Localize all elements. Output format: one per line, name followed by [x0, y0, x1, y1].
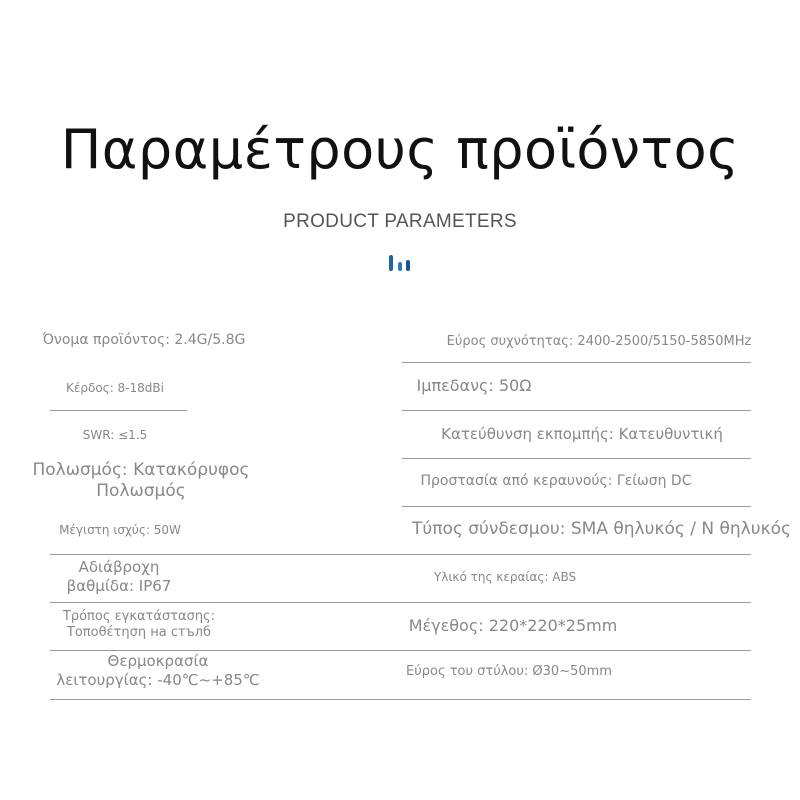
param-polarization: Πολωσμός: Κατακόρυφος Πολωσμός — [32, 460, 250, 502]
row-divider — [402, 362, 751, 363]
param-gain: Κέρδος: 8-18dBi — [66, 381, 164, 395]
page-subtitle: PRODUCT PARAMETERS — [283, 211, 517, 232]
row-divider — [50, 699, 751, 700]
row-divider — [402, 506, 751, 507]
row-divider — [50, 602, 751, 603]
param-size: Μέγεθος: 220*220*25mm — [408, 616, 618, 635]
param-lightning-protection: Προστασία από κεραυνούς: Γείωση DC — [420, 473, 692, 489]
row-divider — [402, 410, 751, 411]
param-operating-temperature: Θερμοκρασία λειτουργίας: -40℃~+85℃ — [56, 652, 260, 689]
param-antenna-material: Υλικό της κεραίας: ABS — [433, 570, 577, 584]
param-swr: SWR: ≤1.5 — [82, 428, 148, 442]
row-divider — [50, 410, 187, 411]
param-frequency-range: Εύρος συχνότητας: 2400-2500/5150-5850MHz — [446, 334, 752, 349]
param-max-power: Μέγιστη ισχύς: 50W — [59, 523, 181, 537]
param-pole-diameter: Εύρος του στύλου: Ø30~50mm — [406, 664, 612, 679]
row-divider — [50, 650, 751, 651]
param-impedance: Ιμπεδανς: 50Ω — [416, 376, 532, 395]
bar-accent-icon — [389, 254, 413, 271]
param-radiation-direction: Κατεύθυνση εκπομπής: Κατευθυντική — [441, 425, 723, 443]
page-title: Παραμέτρους προϊόντος — [60, 118, 740, 181]
param-product-name: Όνομα προϊόντος: 2.4G/5.8G — [42, 332, 246, 348]
row-divider — [50, 554, 751, 555]
param-installation-method: Τρόπος εγκατάστασης: Τοποθέτηση на стълб — [62, 609, 216, 641]
row-divider — [402, 458, 751, 459]
param-connector-type: Τύπος σύνδεσμου: SMA θηλυκός / N θηλυκός — [412, 519, 791, 539]
param-waterproof-rating: Αδιάβροχη βαθμίδα: IP67 — [66, 558, 172, 595]
